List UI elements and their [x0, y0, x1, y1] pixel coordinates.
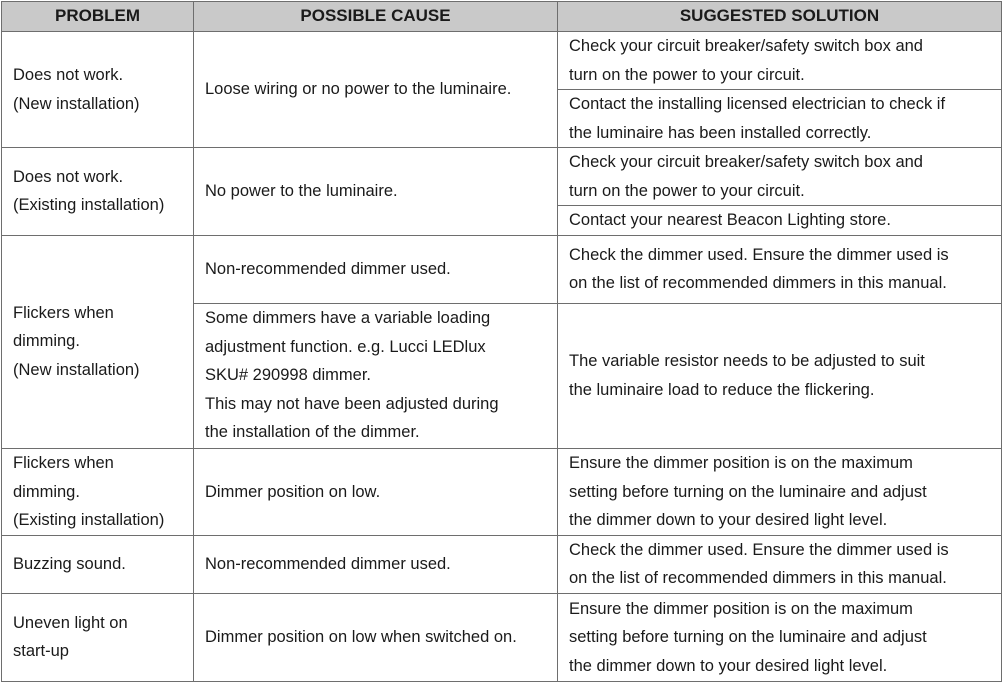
problem-cell: Does not work. (New installation)	[2, 32, 194, 148]
solution-cell: Ensure the dimmer position is on the maximum setting before turning on the luminaire and adjust the dimmer down to your desired light level.	[558, 448, 1002, 535]
problem-cell: Buzzing sound.	[2, 535, 194, 593]
cause-cell: No power to the luminaire.	[194, 148, 558, 236]
solution-cell: Check your circuit breaker/safety switch box and turn on the power to your circuit.	[558, 148, 1002, 206]
troubleshooting-table	[1, 1, 1002, 682]
header-possible-cause: POSSIBLE CAUSE	[194, 2, 558, 32]
table-row	[2, 235, 1002, 303]
cause-cell: Dimmer position on low when switched on.	[194, 593, 558, 681]
cause-cell: Non-recommended dimmer used.	[194, 535, 558, 593]
problem-cell: Uneven light on start-up	[2, 593, 194, 681]
table-row	[2, 593, 1002, 681]
solution-cell: Ensure the dimmer position is on the maximum setting before turning on the luminaire and adjust the dimmer down to your desired light level.	[558, 593, 1002, 681]
solution-cell: Check the dimmer used. Ensure the dimmer used is on the list of recommended dimmers in this manual.	[558, 235, 1002, 303]
header-row	[2, 2, 1002, 32]
solution-cell: Check the dimmer used. Ensure the dimmer used is on the list of recommended dimmers in this manual.	[558, 535, 1002, 593]
problem-cell: Flickers when dimming. (New installation)	[2, 235, 194, 448]
solution-cell: The variable resistor needs to be adjusted to suit the luminaire load to reduce the flickering.	[558, 303, 1002, 448]
header-suggested-solution: SUGGESTED SOLUTION	[558, 2, 1002, 32]
table-row	[2, 535, 1002, 593]
solution-cell: Contact the installing licensed electrician to check if the luminaire has been installed correctly.	[558, 90, 1002, 148]
problem-cell: Flickers when dimming. (Existing installation)	[2, 448, 194, 535]
header-problem: PROBLEM	[2, 2, 194, 32]
cause-cell: Non-recommended dimmer used.	[194, 235, 558, 303]
cause-cell: Loose wiring or no power to the luminaire.	[194, 32, 558, 148]
cause-cell: Dimmer position on low.	[194, 448, 558, 535]
table-row	[2, 448, 1002, 535]
solution-cell: Check your circuit breaker/safety switch box and turn on the power to your circuit.	[558, 32, 1002, 90]
problem-cell: Does not work. (Existing installation)	[2, 148, 194, 236]
table-row	[2, 148, 1002, 206]
table-row	[2, 32, 1002, 90]
solution-cell: Contact your nearest Beacon Lighting store.	[558, 206, 1002, 236]
cause-cell: Some dimmers have a variable loading adjustment function. e.g. Lucci LEDlux SKU# 290998 dimmer. This may not have been adjusted during the installation of the dimmer.	[194, 303, 558, 448]
